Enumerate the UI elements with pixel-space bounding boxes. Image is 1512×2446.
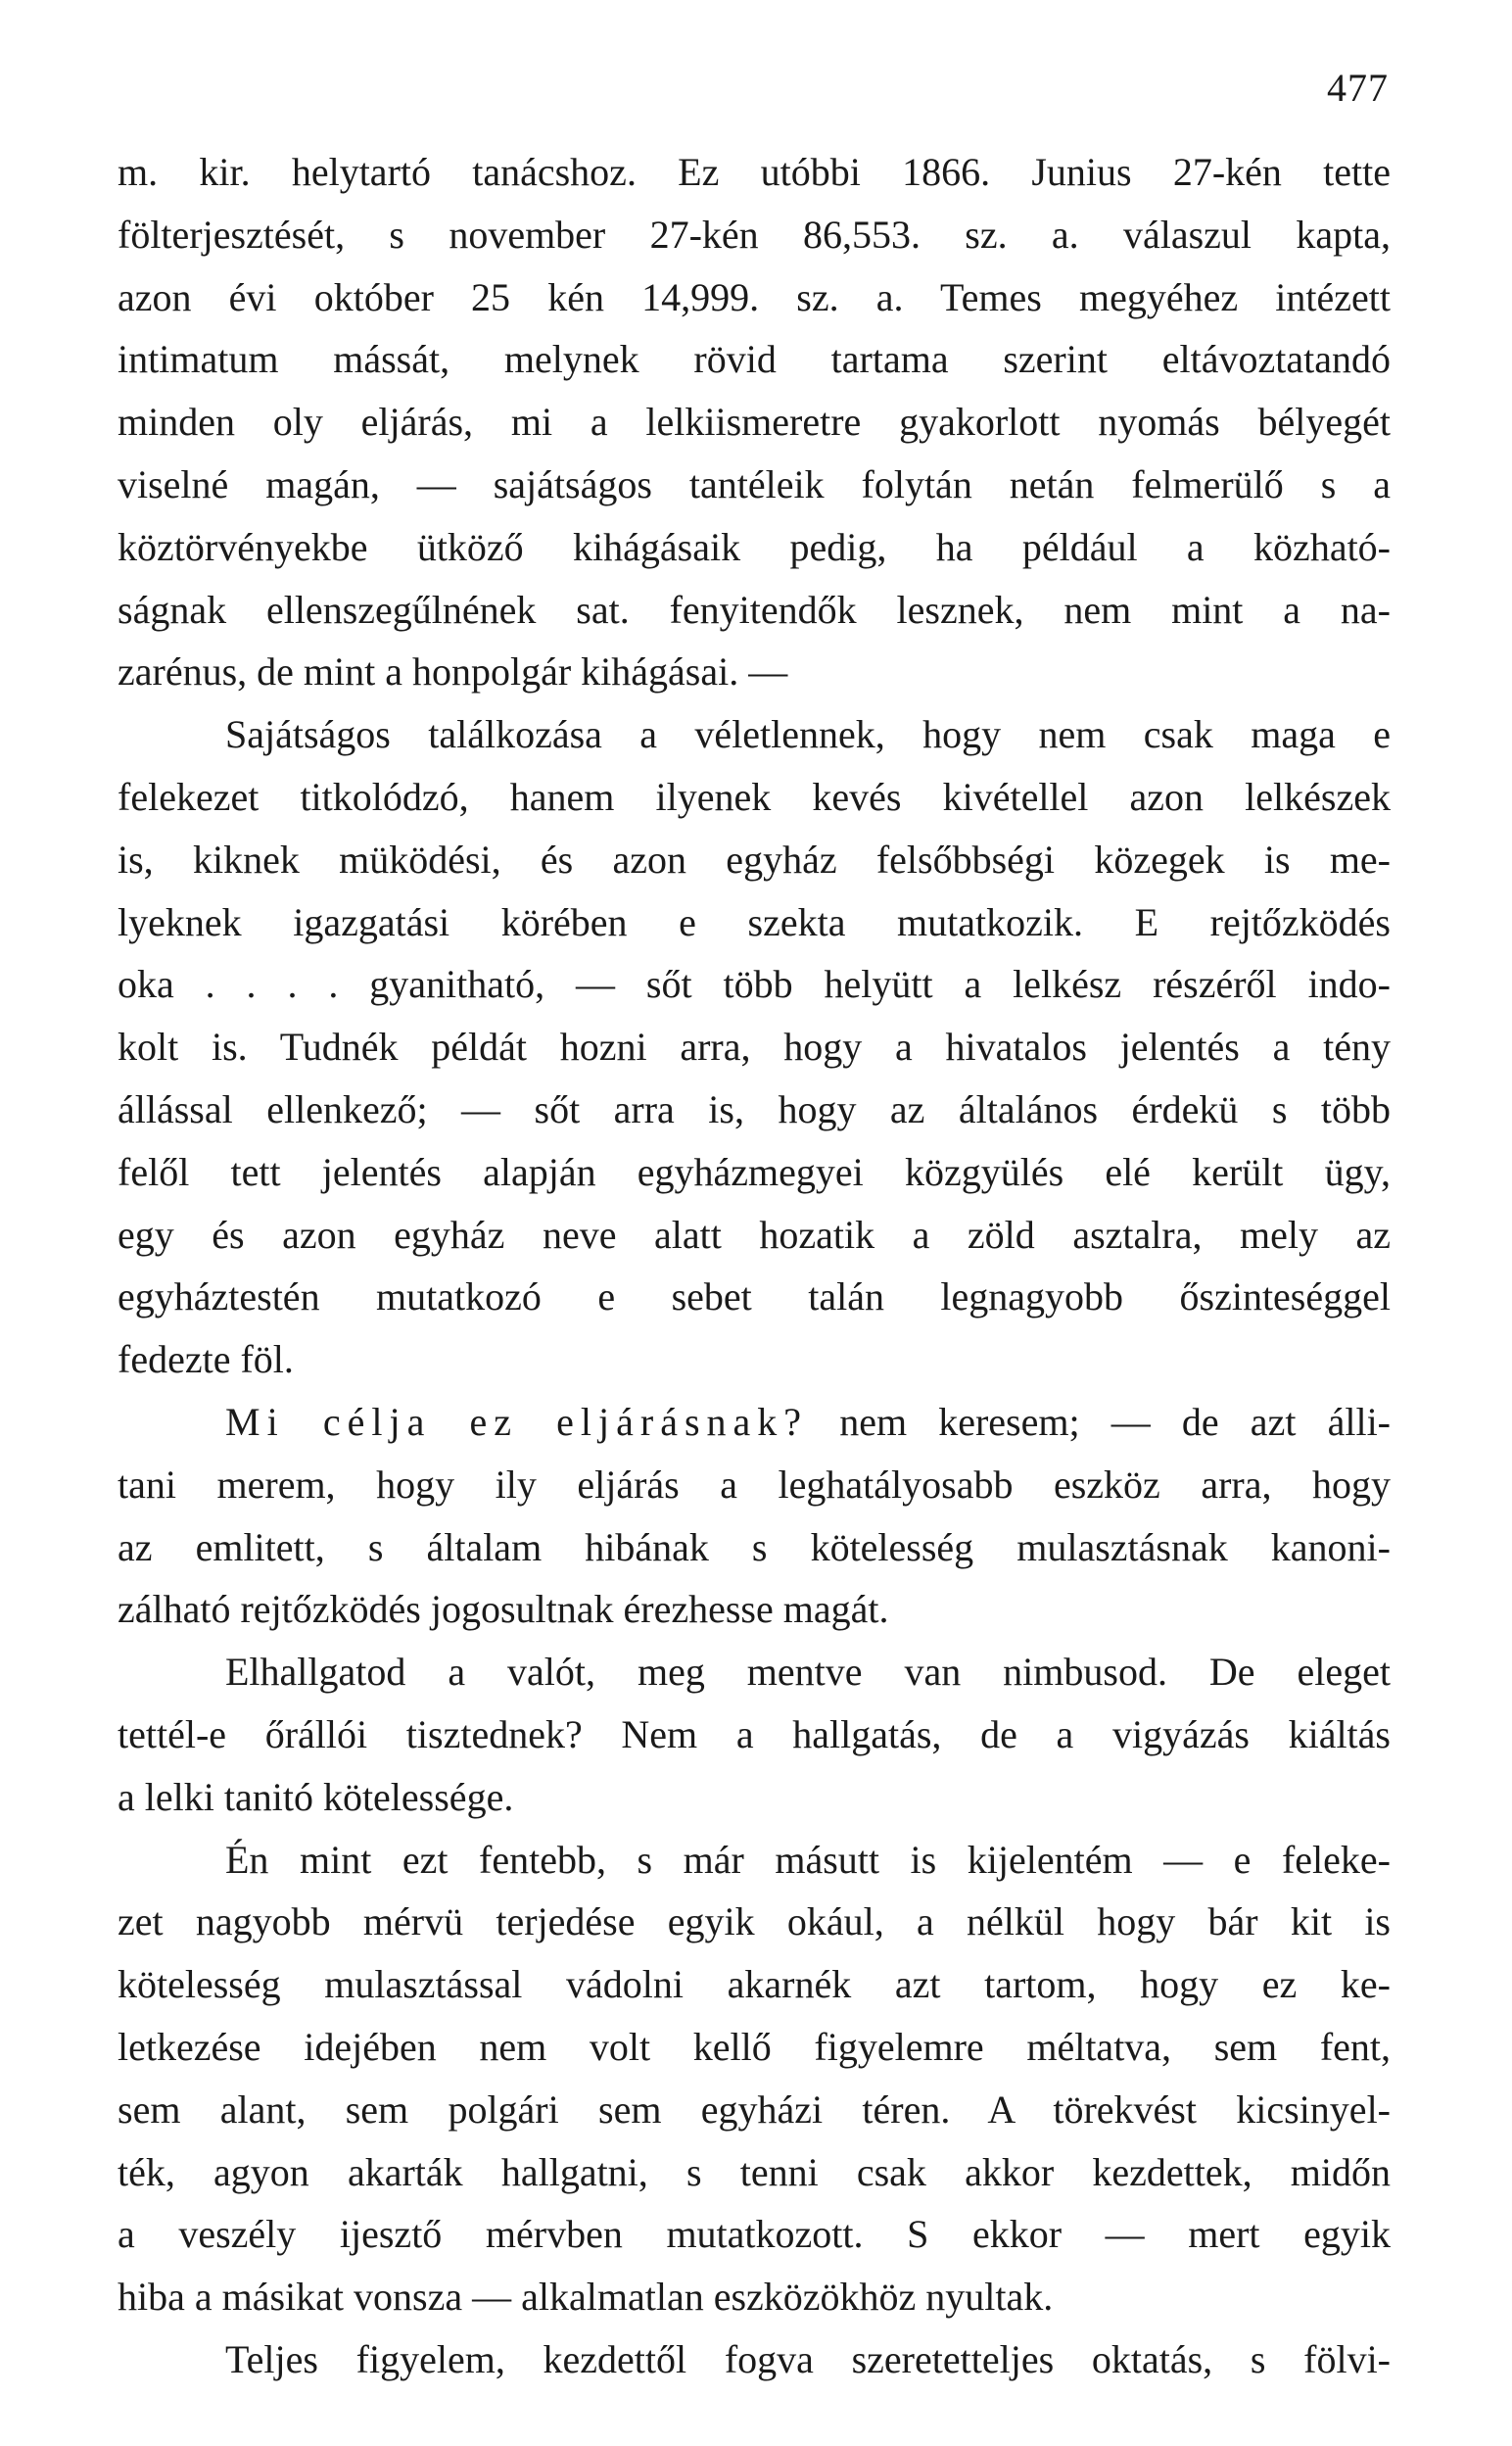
text-line: viselné magán, — sajátságos tantéleik folytán netán felmerülő s a bbox=[118, 461, 1391, 506]
text-line: intimatum mássát, melynek rövid tartama szerint eltávoztatandó bbox=[118, 337, 1391, 382]
text-line: hiba a másikat vonsza — alkalmatlan eszközökhöz nyultak. bbox=[118, 2275, 1054, 2320]
text-line: sem alant, sem polgári sem egyházi téren. A törekvést kicsinyel- bbox=[118, 2086, 1391, 2132]
text-line: Én mint ezt fentebb, s már másutt is kijelentém — e feleke- bbox=[225, 1837, 1391, 1882]
paragraph-4 bbox=[118, 1641, 1391, 1828]
text-line bbox=[118, 1391, 1391, 1454]
text-line: ték, agyon akarták hallgatni, s tenni csak akkor kezdettek, midőn bbox=[118, 2149, 1391, 2194]
text-line: felől tett jelentés alapján egyházmegyei közgyülés elé került ügy, bbox=[118, 1149, 1391, 1194]
paragraph-6 bbox=[118, 2328, 1391, 2391]
text-line: felekezet titkolódzó, hanem ilyenek kevés kivétellel azon lelkészek bbox=[118, 774, 1391, 819]
text-line: Elhallgatod a valót, meg mentve van nimbusod. De eleget bbox=[225, 1650, 1391, 1695]
text-line: m. kir. helytartó tanácshoz. Ez utóbbi 1866. Junius 27-kén tette bbox=[118, 150, 1391, 194]
text-line: fedezte föl. bbox=[118, 1337, 294, 1382]
text-line: zarénus, de mint a honpolgár kihágásai. — bbox=[118, 649, 788, 695]
text-line: zálható rejtőzködés jogosultnak érezhesse magát. bbox=[118, 1587, 889, 1632]
text-line: kötelesség mulasztással vádolni akarnék azt tartom, hogy ez ke- bbox=[118, 1962, 1391, 2007]
paragraph-5 bbox=[118, 1829, 1391, 2328]
text-line: Teljes figyelem, kezdettől fogva szeretetteljes oktatás, s fölvi- bbox=[225, 2336, 1391, 2381]
paragraph-2 bbox=[118, 703, 1391, 1391]
text-line: fölterjesztését, s november 27-kén 86,553. sz. a. válaszul kapta, bbox=[118, 212, 1391, 257]
text-line: lyeknek igazgatási körében e szekta mutatkozik. E rejtőzködés bbox=[118, 899, 1391, 944]
spaced-question: Mi célja ez eljárásnak? bbox=[225, 1399, 809, 1444]
text-line: Sajátságos találkozása a véletlennek, hogy nem csak maga e bbox=[225, 712, 1391, 757]
page-number: 477 bbox=[1327, 66, 1389, 110]
text-line: ságnak ellenszegűlnének sat. fenyitendők lesznek, nem mint a na- bbox=[118, 587, 1391, 632]
text-line: zet nagyobb mérvü terjedése egyik okául, a nélkül hogy bár kit is bbox=[118, 1899, 1391, 1944]
text-line: tettél-e őrállói tisztednek? Nem a hallgatás, de a vigyázás kiáltás bbox=[118, 1711, 1391, 1756]
text-line: a lelki tanitó kötelessége. bbox=[118, 1774, 514, 1819]
body-text bbox=[118, 141, 1391, 2391]
paragraph-1 bbox=[118, 141, 1391, 703]
paragraph-3 bbox=[118, 1391, 1391, 1641]
text-line: letkezése idejében nem volt kellő figyelemre méltatva, sem fent, bbox=[118, 2024, 1391, 2069]
text-line: tani merem, hogy ily eljárás a leghatályosabb eszköz arra, hogy bbox=[118, 1462, 1391, 1507]
text-line: a veszély ijesztő mérvben mutatkozott. S ekkor — mert egyik bbox=[118, 2212, 1391, 2257]
text-line-rest: nem keresem; — de azt álli- bbox=[808, 1399, 1391, 1444]
text-line: minden oly eljárás, mi a lelkiismeretre gyakorlott nyomás bélyegét bbox=[118, 400, 1391, 445]
text-line: állással ellenkező; — sőt arra is, hogy az általános érdekü s több bbox=[118, 1086, 1391, 1131]
text-line: is, kiknek müködési, és azon egyház felsőbbségi közegek is me- bbox=[118, 837, 1391, 882]
text-line: köztörvényekbe ütköző kihágásaik pedig, ha például a közható- bbox=[118, 524, 1391, 569]
text-line: az emlitett, s általam hibának s kötelesség mulasztásnak kanoni- bbox=[118, 1524, 1391, 1569]
text-line: azon évi október 25 kén 14,999. sz. a. Temes megyéhez intézett bbox=[118, 274, 1391, 319]
text-line: oka . . . . gyanitható, — sőt több helyütt a lelkész részéről indo- bbox=[118, 962, 1391, 1007]
text-line: egy és azon egyház neve alatt hozatik a zöld asztalra, mely az bbox=[118, 1212, 1391, 1257]
text-line: egyháztestén mutatkozó e sebet talán legnagyobb őszinteséggel bbox=[118, 1274, 1391, 1319]
text-line: kolt is. Tudnék példát hozni arra, hogy a hivatalos jelentés a tény bbox=[118, 1025, 1391, 1070]
